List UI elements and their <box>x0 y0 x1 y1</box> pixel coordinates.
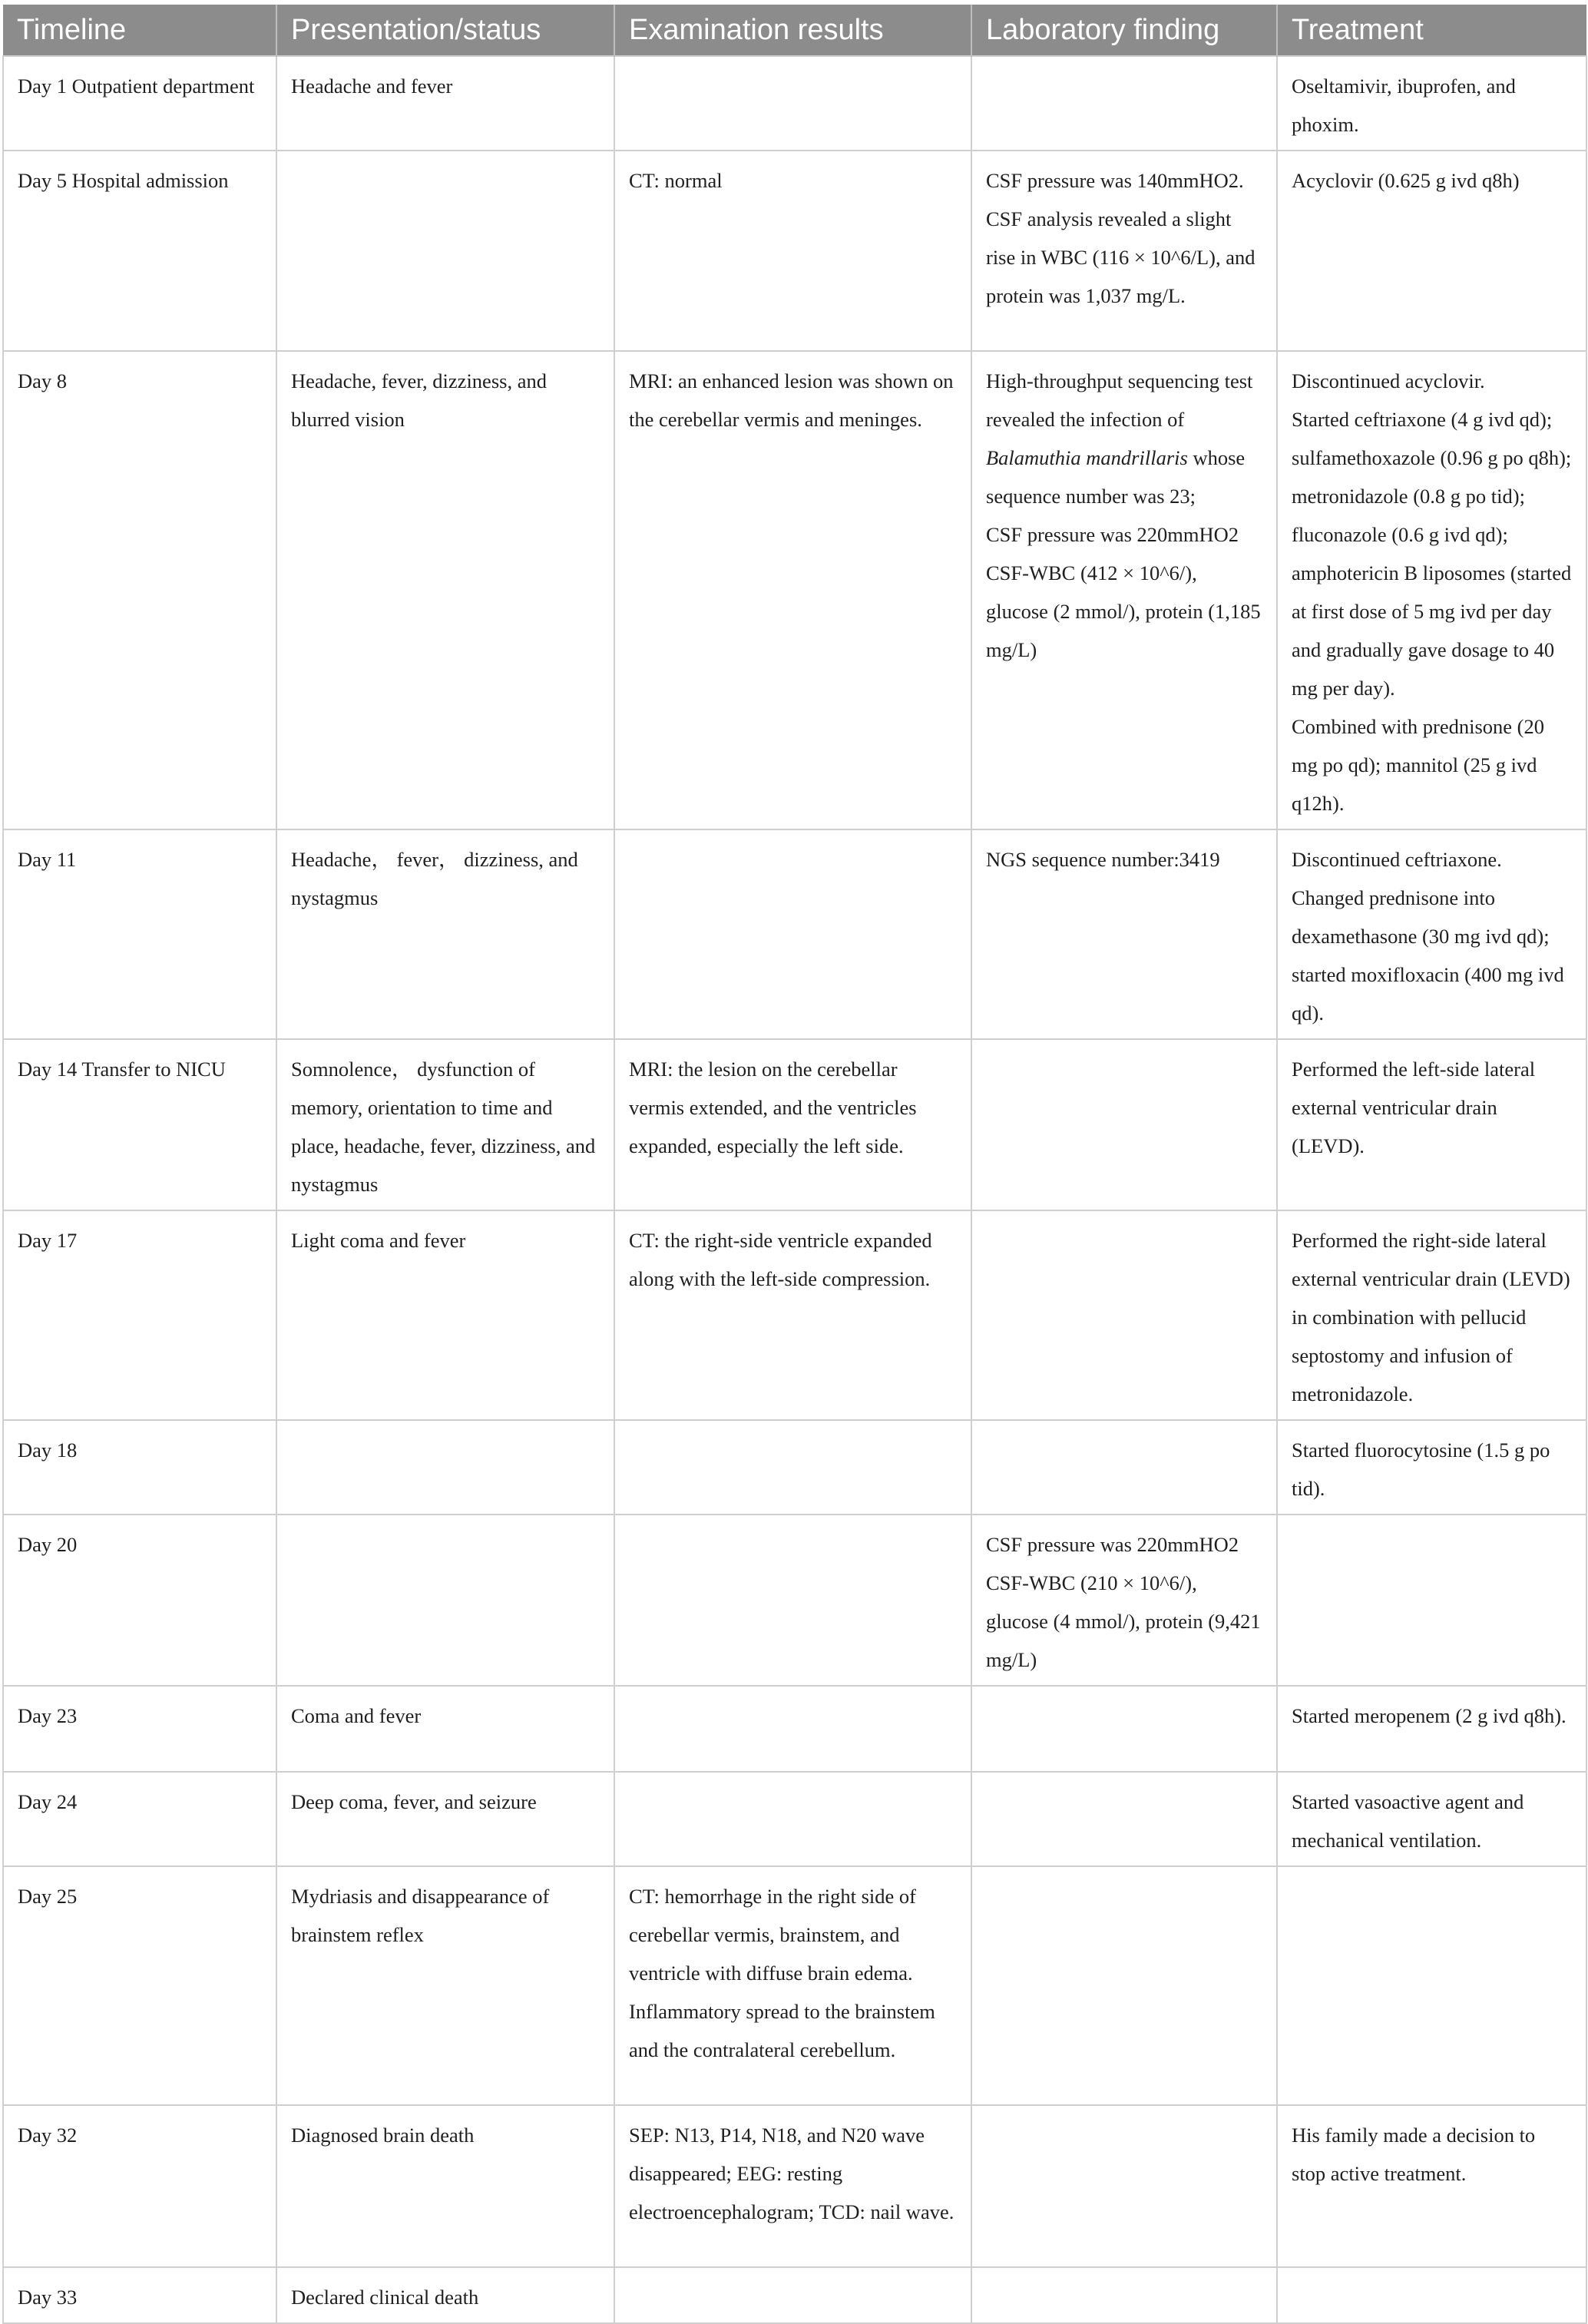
cell-line: Inflammatory spread to the brainstem and the contralateral cerebellum. <box>629 2000 935 2061</box>
cell-treatment: Oseltamivir, ibuprofen, and phoxim. <box>1277 56 1586 151</box>
cell-treatment: Started fluorocytosine (1.5 g po tid). <box>1277 1420 1586 1515</box>
cell-treatment: Started vasoactive agent and mechanical ventilation. <box>1277 1772 1586 1866</box>
cell-timeline: Day 14 Transfer to NICU <box>3 1039 276 1210</box>
table-row <box>3 1686 1586 1772</box>
cell-timeline: Day 17 <box>3 1210 276 1420</box>
cell-examination <box>614 1686 971 1772</box>
cell-timeline: Day 20 <box>3 1515 276 1686</box>
header-laboratory: Laboratory finding <box>971 5 1277 56</box>
cell-examination: CT: the right-side ventricle expanded along with the left-side compression. <box>614 1210 971 1420</box>
cell-presentation: Diagnosed brain death <box>276 2105 614 2267</box>
cell-line: Changed prednisone into dexamethasone (30 mg ivd qd); started moxifloxacin (400 mg ivd qd). <box>1292 886 1564 1025</box>
cell-line: Discontinued acyclovir. <box>1292 369 1485 392</box>
cell-timeline: Day 32 <box>3 2105 276 2267</box>
cell-line: Combined with prednisone (20 mg po qd); mannitol (25 g ivd q12h). <box>1292 715 1544 815</box>
table-header <box>3 5 1586 56</box>
cell-treatment <box>1277 2267 1586 2323</box>
table-row <box>3 351 1586 829</box>
header-timeline: Timeline <box>3 5 276 56</box>
timeline-table <box>2 5 1587 2324</box>
cell-treatment: Acyclovir (0.625 g ivd q8h) <box>1277 151 1586 351</box>
cell-examination <box>614 56 971 151</box>
cell-examination <box>614 1515 971 1686</box>
cell-laboratory: NGS sequence number:3419 <box>971 829 1277 1039</box>
cell-timeline: Day 25 <box>3 1866 276 2105</box>
cell-presentation <box>276 151 614 351</box>
cell-laboratory <box>971 1420 1277 1515</box>
cell-examination <box>614 1866 971 2105</box>
cell-timeline: Day 23 <box>3 1686 276 1772</box>
cell-presentation <box>276 1420 614 1515</box>
cell-timeline: Day 11 <box>3 829 276 1039</box>
cell-treatment: Started meropenem (2 g ivd q8h). <box>1277 1686 1586 1772</box>
lab-text-pre: High-throughput sequencing test revealed the infection of <box>986 369 1253 431</box>
table-row <box>3 1515 1586 1686</box>
cell-laboratory <box>971 151 1277 351</box>
table-row <box>3 1772 1586 1866</box>
cell-examination <box>614 1772 971 1866</box>
cell-presentation: Headache， fever， dizziness, and nystagmus <box>276 829 614 1039</box>
header-examination: Examination results <box>614 5 971 56</box>
cell-treatment <box>1277 1866 1586 2105</box>
cell-examination <box>614 1420 971 1515</box>
table-row <box>3 2105 1586 2267</box>
cell-timeline: Day 5 Hospital admission <box>3 151 276 351</box>
cell-timeline: Day 24 <box>3 1772 276 1866</box>
cell-timeline: Day 18 <box>3 1420 276 1515</box>
cell-laboratory <box>971 351 1277 829</box>
cell-presentation: Somnolence， dysfunction of memory, orientation to time and place, headache, fever, dizziness, and nystagmus <box>276 1039 614 1210</box>
cell-laboratory <box>971 1772 1277 1866</box>
cell-treatment <box>1277 351 1586 829</box>
cell-line: CSF pressure was 140mmHO2. <box>986 169 1244 192</box>
cell-line: Started ceftriaxone (4 g ivd qd); sulfamethoxazole (0.96 g po q8h); metronidazole (0.8 g po tid); fluconazole (0.6 g ivd qd); amphotericin B liposomes (started at first dose of 5 mg ivd per day and gradually gave dosage to 40 mg per day). <box>1292 408 1572 700</box>
cell-examination: SEP: N13, P14, N18, and N20 wave disappeared; EEG: resting electroencephalogram; TCD: nail wave. <box>614 2105 971 2267</box>
cell-laboratory <box>971 2105 1277 2267</box>
cell-laboratory <box>971 1039 1277 1210</box>
cell-treatment: Performed the left-side lateral external ventricular drain (LEVD). <box>1277 1039 1586 1210</box>
cell-timeline: Day 1 Outpatient department <box>3 56 276 151</box>
cell-line: CSF pressure was 220mmHO2 CSF-WBC (412 × 10^6/), glucose (2 mmol/), protein (1,185 mg/L) <box>986 523 1261 661</box>
cell-treatment <box>1277 1515 1586 1686</box>
header-treatment: Treatment <box>1277 5 1586 56</box>
cell-line: CT: hemorrhage in the right side of cerebellar vermis, brainstem, and ventricle with diffuse brain edema. <box>629 1885 917 1985</box>
cell-laboratory <box>971 2267 1277 2323</box>
cell-presentation: Coma and fever <box>276 1686 614 1772</box>
cell-presentation: Light coma and fever <box>276 1210 614 1420</box>
cell-presentation: Headache, fever, dizziness, and blurred vision <box>276 351 614 829</box>
table-row <box>3 1039 1586 1210</box>
cell-presentation: Deep coma, fever, and seizure <box>276 1772 614 1866</box>
cell-examination: CT: normal <box>614 151 971 351</box>
cell-treatment: His family made a decision to stop active treatment. <box>1277 2105 1586 2267</box>
cell-laboratory <box>971 1866 1277 2105</box>
cell-presentation: Headache and fever <box>276 56 614 151</box>
cell-treatment: Performed the right-side lateral external ventricular drain (LEVD) in combination with pellucid septostomy and infusion of metronidazole. <box>1277 1210 1586 1420</box>
cell-timeline: Day 33 <box>3 2267 276 2323</box>
cell-examination: MRI: an enhanced lesion was shown on the cerebellar vermis and meninges. <box>614 351 971 829</box>
cell-examination: MRI: the lesion on the cerebellar vermis extended, and the ventricles expanded, especially the left side. <box>614 1039 971 1210</box>
table-row <box>3 2267 1586 2323</box>
table-body <box>3 56 1586 2323</box>
cell-timeline: Day 8 <box>3 351 276 829</box>
header-row <box>3 5 1586 56</box>
table-row <box>3 1866 1586 2105</box>
cell-examination <box>614 2267 971 2323</box>
table-row <box>3 1420 1586 1515</box>
cell-laboratory <box>971 1210 1277 1420</box>
cell-treatment <box>1277 829 1586 1039</box>
cell-laboratory <box>971 56 1277 151</box>
lab-text-post: whose sequence number was 23; <box>986 446 1246 508</box>
organism-name: Balamuthia mandrillaris <box>986 446 1188 469</box>
cell-presentation: Declared clinical death <box>276 2267 614 2323</box>
cell-line: Discontinued ceftriaxone. <box>1292 848 1502 871</box>
cell-line <box>986 362 1262 515</box>
cell-laboratory <box>971 1686 1277 1772</box>
table-row <box>3 151 1586 351</box>
cell-examination <box>614 829 971 1039</box>
table-row <box>3 829 1586 1039</box>
cell-line: CSF analysis revealed a slight rise in WBC (116 × 10^6/L), and protein was 1,037 mg/L. <box>986 207 1256 307</box>
table-row <box>3 56 1586 151</box>
cell-presentation: Mydriasis and disappearance of brainstem reflex <box>276 1866 614 2105</box>
table-row <box>3 1210 1586 1420</box>
header-presentation: Presentation/status <box>276 5 614 56</box>
cell-presentation <box>276 1515 614 1686</box>
cell-laboratory: CSF pressure was 220mmHO2 CSF-WBC (210 × 10^6/), glucose (4 mmol/), protein (9,421 mg/L) <box>971 1515 1277 1686</box>
